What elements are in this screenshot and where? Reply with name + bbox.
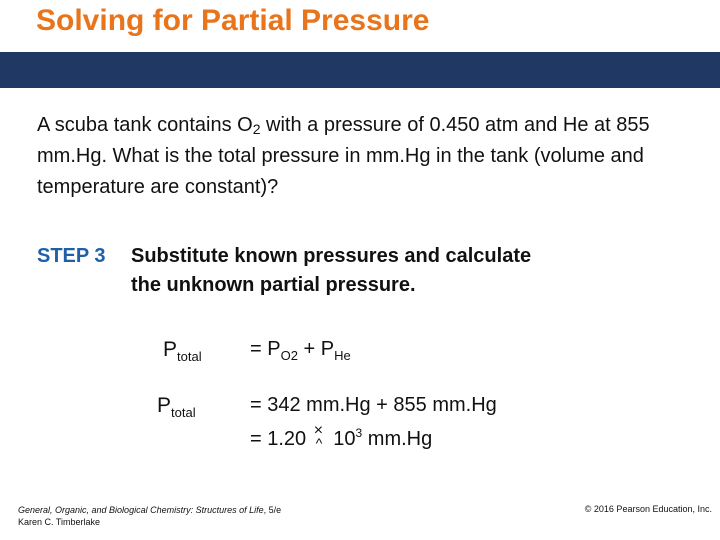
he-subscript: He <box>334 348 351 363</box>
footer-citation <box>18 504 281 528</box>
step-line-2: the unknown partial pressure. <box>131 274 416 296</box>
question-subscript: 2 <box>252 121 261 137</box>
footer-copyright: © 2016 Pearson Education, Inc. <box>584 504 712 514</box>
step-label: STEP 3 <box>37 245 106 267</box>
eq1-prefix: = P <box>250 338 281 360</box>
o2-subscript: O2 <box>280 348 298 363</box>
step-heading <box>37 242 531 271</box>
equation-1-rhs <box>250 338 351 361</box>
eq3-prefix: = 1.20 <box>250 428 307 450</box>
times-glyph: × <box>313 421 324 439</box>
footer-book-title: General, Organic, and Biological Chemistry: Structures of Life <box>18 505 264 515</box>
slide-title: Solving for Partial Pressure <box>36 4 430 37</box>
eq3-unit: mm.Hg <box>362 428 433 450</box>
eq3-exponent: 3 <box>355 426 363 440</box>
equation-2-rhs: = 342 mm.Hg + 855 mm.Hg <box>250 394 497 416</box>
step-line-1: Substitute known pressures and calculate <box>131 245 532 267</box>
p-symbol: P <box>163 338 178 361</box>
footer-author: Karen C. Timberlake <box>18 517 101 527</box>
p-symbol: P <box>157 394 172 417</box>
question-part-2: with a pressure of 0.450 atm and He at 855 mm.Hg. What is the total pressure in mm.Hg in the tank (volume and temperature are constant)? <box>37 114 650 198</box>
footer-edition: , 5/e <box>263 505 282 515</box>
total-subscript: total <box>171 405 196 420</box>
eq1-plus: + P <box>297 338 335 360</box>
title-bar <box>0 52 720 88</box>
question-text <box>37 110 707 203</box>
equation-2-lhs <box>157 394 196 418</box>
times-mark <box>312 421 328 451</box>
eq3-base: 10 <box>333 428 356 450</box>
question-part-1: A scuba tank contains O <box>37 114 253 136</box>
footer-book-line <box>18 504 281 516</box>
caret-glyph: ^ <box>315 434 323 451</box>
equation-3-rhs <box>250 421 433 451</box>
total-subscript: total <box>177 349 202 364</box>
equation-1-lhs <box>163 338 202 362</box>
